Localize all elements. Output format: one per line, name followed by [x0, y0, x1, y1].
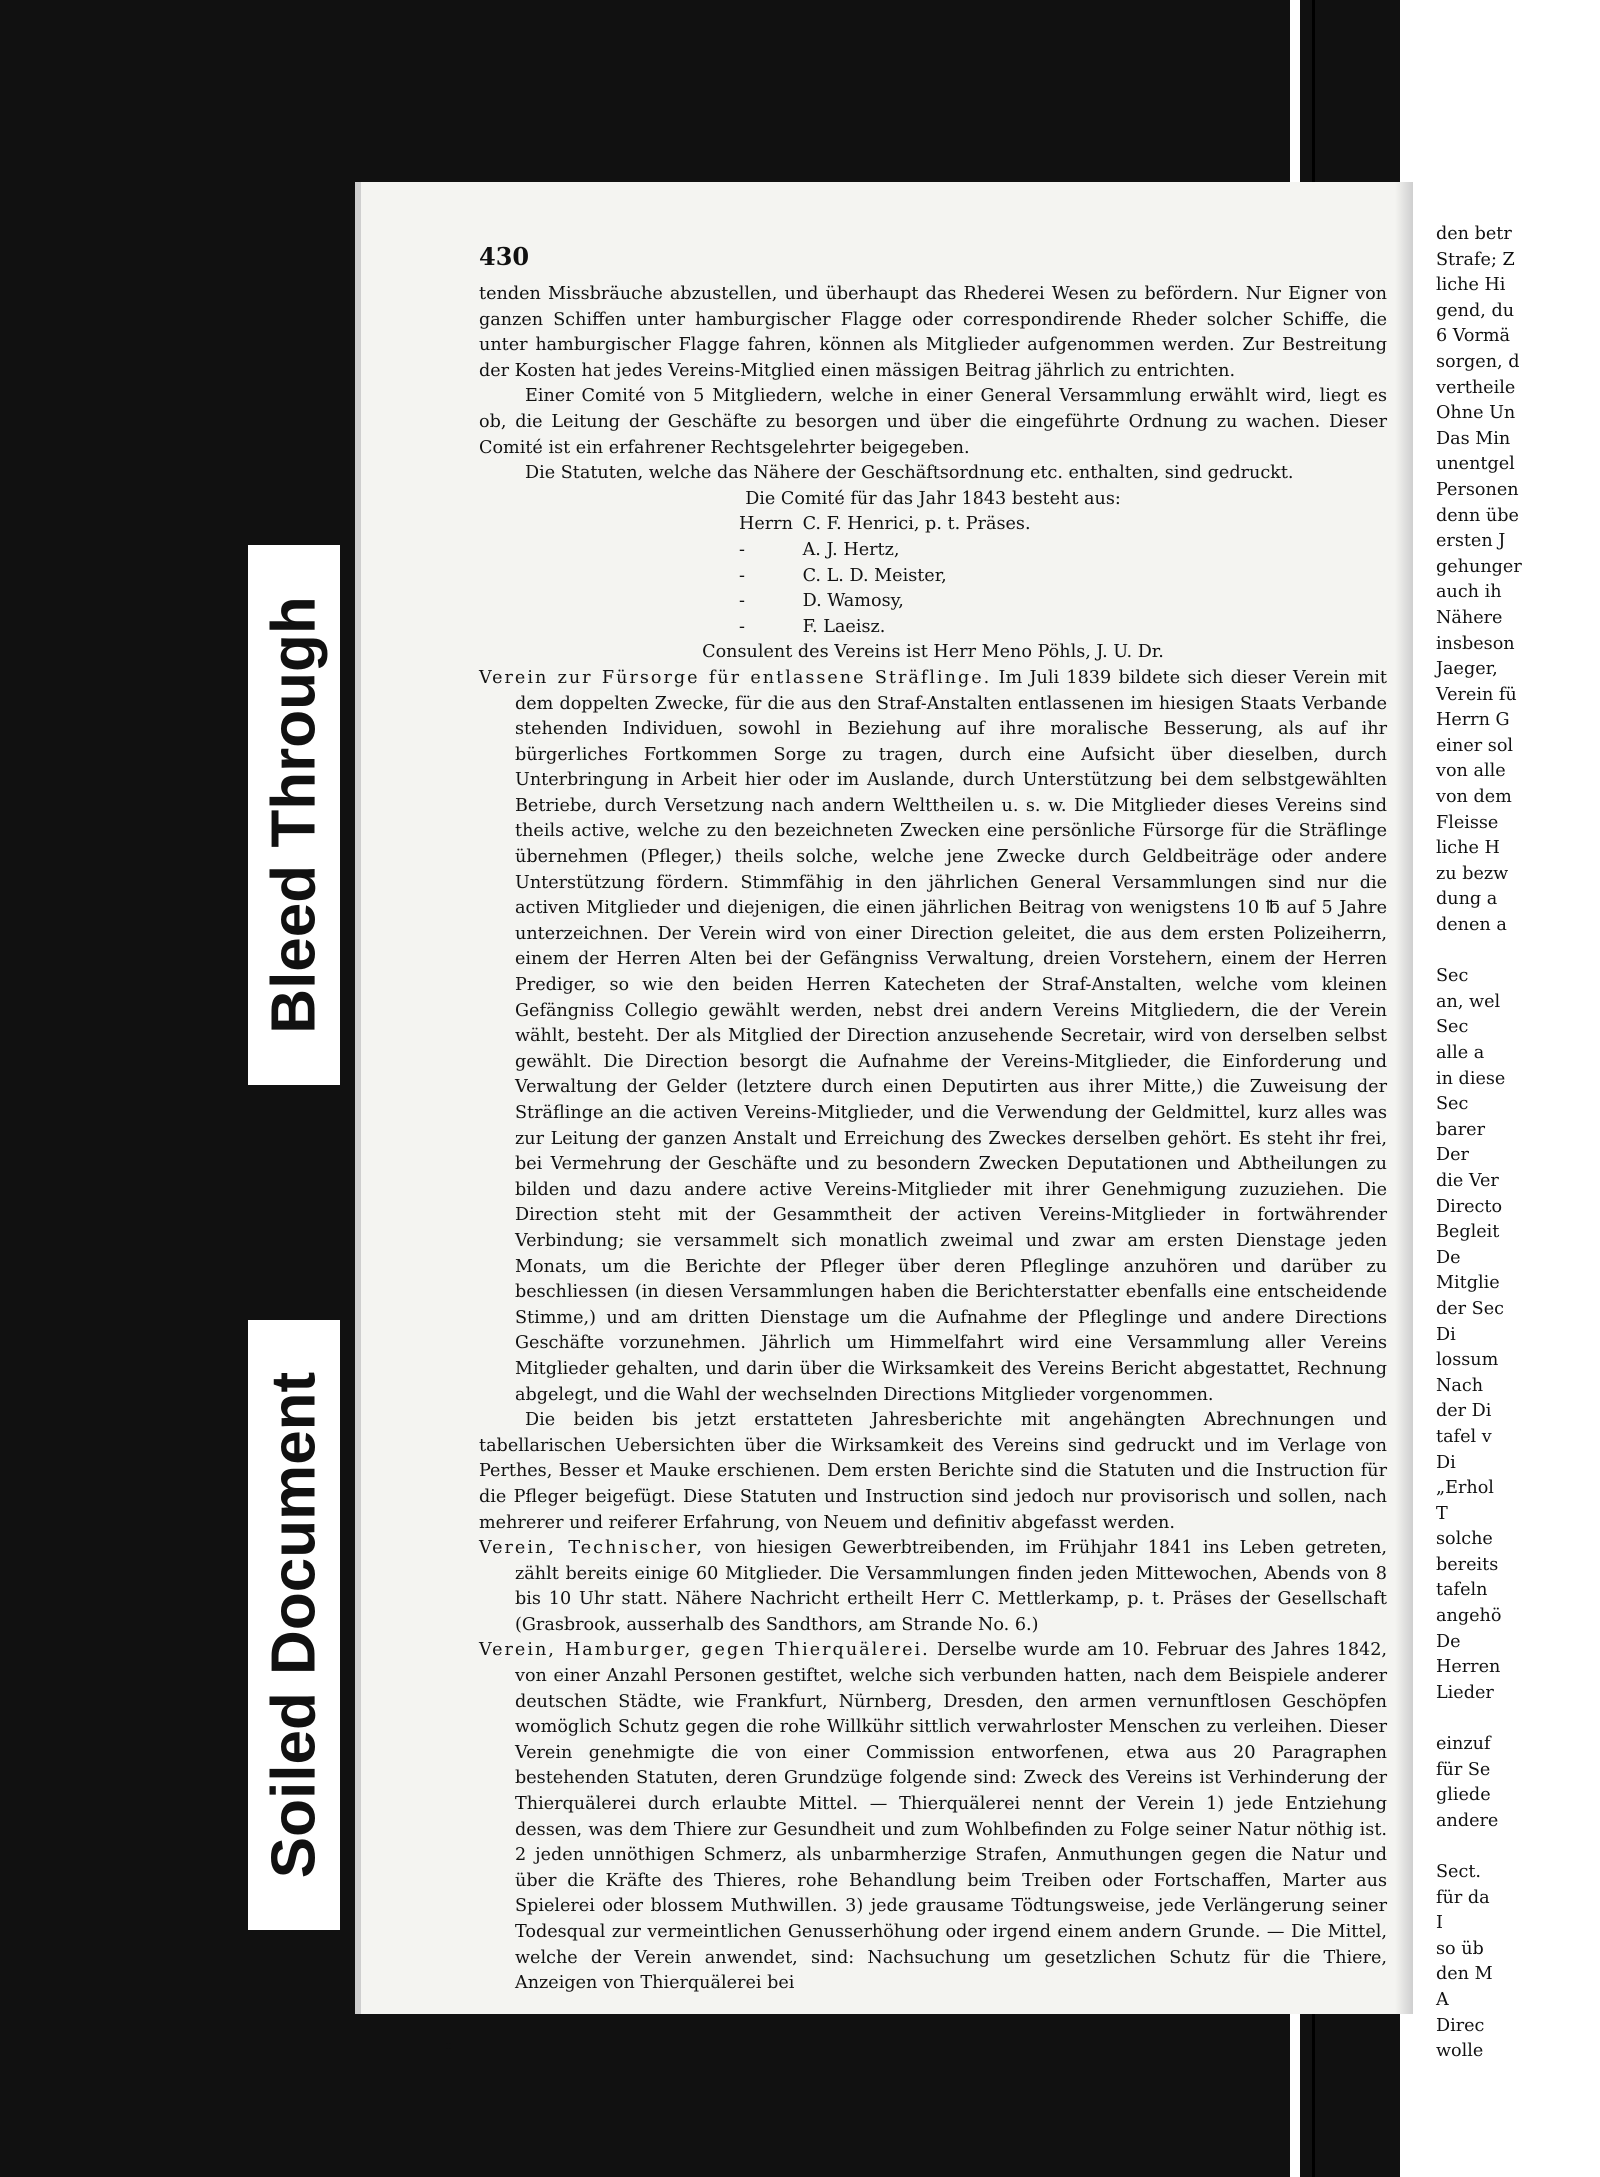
- facing-page-line: T: [1436, 1503, 1448, 1524]
- ink-dot: [446, 2043, 451, 2049]
- facing-page-line: den M: [1436, 1964, 1493, 1985]
- soiled-document-text: Soiled Document: [259, 1371, 329, 1879]
- facing-page-line: alle a: [1436, 1043, 1485, 1063]
- facing-page-line: Sec: [1436, 1017, 1469, 1038]
- soiled-document-label: [248, 1320, 340, 1930]
- member-item: [739, 615, 1387, 641]
- facing-page-line: angehö: [1436, 1606, 1502, 1627]
- facing-page-line: Strafe; Z: [1436, 249, 1515, 270]
- member-item: [739, 538, 1387, 564]
- entry-head: Verein, Technischer,: [479, 1538, 704, 1559]
- facing-page-line: Di: [1436, 1324, 1456, 1345]
- facing-page-line: unentgel: [1436, 454, 1515, 475]
- facing-page-line: den betr: [1436, 224, 1512, 244]
- facing-page-line: [1436, 1706, 1600, 1732]
- facing-page-line: einer sol: [1436, 735, 1514, 756]
- facing-page-line: sorgen, d: [1436, 351, 1520, 372]
- entry-head: Verein zur Fürsorge für entlassene Sträflinge.: [479, 667, 992, 688]
- facing-page-line: für da: [1436, 1887, 1490, 1908]
- facing-page-line: Ohne Un: [1436, 403, 1516, 424]
- facing-page-line: gehunger: [1436, 556, 1522, 577]
- facing-page-line: für Se: [1436, 1759, 1491, 1780]
- gutter-shade: [1395, 182, 1413, 2014]
- facing-page-line: Nähere: [1436, 607, 1503, 628]
- facing-page-line: Sec: [1436, 1094, 1469, 1115]
- consulent-line: Consulent des Vereins ist Herr Meno Pöhls, J. U. Dr.: [702, 642, 1164, 663]
- member-item: [739, 512, 1387, 538]
- member-prefix: -: [739, 591, 745, 612]
- facing-page-line: Di: [1436, 1452, 1456, 1473]
- facing-page-line: „Erhol: [1436, 1478, 1494, 1499]
- paragraph-rhederei: tenden Missbräuche abzustellen, und überhaupt das Rhederei Wesen zu befördern. Nur Eigner von ganzen Schiffen unter hamburgischer Flagge oder correspondirende Rheder solcher Schiffe, die unter hamburgischer Flagge fahren, können als Mitglieder aufgenommen werden. Zur Bestreitung der Kosten hat jedes Vereins-Mitglied einen mässigen Beitrag jährlich zu entrichten.: [479, 284, 1387, 381]
- member-prefix: -: [739, 539, 745, 560]
- facing-page-line: Herren: [1436, 1657, 1501, 1678]
- facing-page-line: der Di: [1436, 1401, 1492, 1422]
- entry-text: Derselbe wurde am 10. Februar des Jahres 1842, von einer Anzahl Personen gestiftet, welche sich verbunden hatten, nach dem Beispiele anderer deutschen Städte, wie Frankfurt, Nürnberg, Dresden, den armen vernunftlosen Geschöpfen womöglich Schutz gegen die rohe Willkühr sittlich verwahrloster Menschen zu verleihen. Dieser Verein genehmigte die von einer Commission entworfenen, etwa aus 20 Paragraphen bestehenden Statuten, deren Grundzüge folgende sind: Zweck des Vereins ist Verhinderung der Thierquälerei durch erlaubte Mittel. — Thierquälerei nennt der Verein 1) jede Entziehung dessen, was dem Thiere zur Gesundheit und zum Wohlbefinden zu Folge seiner Natur nöthig ist. 2 jeden unnöthigen Schmerz, als unbarmherzige Strafen, Anmuthungen gegen die Natur und über die Kräfte des Thieres, rohe Behandlung beim Treiben oder Fortschaffen, Marter aus Spielerei oder blossem Muthwillen. 3) jede grausame Tödtungsweise, jede Verlängerung seiner Todesqual zur vermeintlichen Genusserhöhung oder irgend einem andern Grunde. — Die Mittel, welche der Verein anwendet, sind: Nachsuchung um gesetzlichen Schutz für die Thiere, Anzeigen von Thierquälerei bei: [515, 1640, 1387, 1994]
- member-name: D. Wamosy,: [802, 591, 904, 612]
- facing-page-line: solche: [1436, 1529, 1493, 1550]
- entry-text: von hiesigen Gewerbtreibenden, im Frühjahr 1841 ins Leben getreten, zählt bereits einige 60 Mitglieder. Die Versammlungen finden jeden Mittewochen, Abends von 8 bis 10 Uhr statt. Nähere Nachricht ertheilt Herr C. Mettlerkamp, p. t. Präses der Gesellschaft (Grasbrook, ausserhalb des Sandthors, am Strande No. 6.): [515, 1538, 1387, 1635]
- facing-page-line: tafeln: [1436, 1580, 1488, 1601]
- paragraph-comite: Einer Comité von 5 Mitgliedern, welche in einer General Versammlung erwählt wird, liegt es ob, die Leitung der Geschäfte zu besorgen und über die eingeführte Ordnung zu wachen. Dieser Comité ist ein erfahrener Rechtsgelehrter beigegeben.: [479, 386, 1387, 458]
- facing-page-line: wolle: [1436, 2041, 1484, 2062]
- facing-page-line: liche Hi: [1436, 275, 1506, 296]
- entry-head: Verein, Hamburger, gegen Thierquälerei.: [479, 1640, 930, 1661]
- bleed-through-text: Bleed Through: [259, 596, 329, 1034]
- facing-page-line: Der: [1436, 1145, 1469, 1166]
- facing-page-line: denn übe: [1436, 505, 1519, 526]
- facing-page-line: dung a: [1436, 889, 1498, 910]
- facing-page-line: von alle: [1436, 761, 1506, 782]
- facing-page-line: Lieder: [1436, 1682, 1494, 1703]
- facing-page-line: Direc: [1436, 2015, 1485, 2036]
- facing-page-fragment: [1436, 222, 1600, 2062]
- facing-page-line: vertheile: [1436, 377, 1516, 398]
- entry-thierquälerei: [479, 1638, 1387, 1996]
- member-name: C. L. D. Meister,: [802, 565, 947, 586]
- paragraph-statuten: Die Statuten, welche das Nähere der Geschäftsordnung etc. enthalten, sind gedruckt.: [525, 463, 1294, 484]
- member-prefix: -: [739, 616, 745, 637]
- facing-page-line: lossum: [1436, 1350, 1499, 1371]
- facing-page-line: ersten J: [1436, 531, 1506, 552]
- paragraph-comite-1843: Die Comité für das Jahr 1843 besteht aus:: [745, 488, 1121, 509]
- facing-page-line: Directo: [1436, 1196, 1503, 1217]
- member-list: [739, 512, 1387, 640]
- entry-sträflinge: [479, 666, 1387, 1408]
- facing-page-line: einzuf: [1436, 1734, 1491, 1755]
- facing-page-line: denen a: [1436, 915, 1507, 936]
- scanned-page: [355, 182, 1413, 2014]
- bleed-through-label: [248, 545, 340, 1085]
- member-name: C. F. Henrici, p. t. Präses.: [802, 514, 1031, 535]
- member-prefix: -: [739, 565, 745, 586]
- member-name: F. Laeisz.: [802, 616, 886, 637]
- entry-text: Im Juli 1839 bildete sich dieser Verein mit dem doppelten Zwecke, für die aus den Straf-Anstalten entlassenen im hiesigen Staats Verbande stehenden Individuen, sowohl in Beziehung auf ihre moralische Besserung, als auf ihr bürgerliches Fortkommen Sorge zu tragen, durch eine Aufsicht über dieselben, durch Unterbringung in Arbeit hier oder im Auslande, durch Unterstützung bei dem selbstgewählten Betriebe, durch Versetzung nach andern Welttheilen u. s. w. Die Mitglieder dieses Vereins sind theils active, welche zu den bezeichneten Zwecken eine persönliche Fürsorge für die Sträflinge übernehmen (Pfleger,) theils solche, welche jene Zwecke durch Geldbeiträge oder andere Unterstützung fördern. Stimmfähig in den jährlichen General Versammlungen sind nur die activen Mitglieder und diejenigen, die einen jährlichen Beitrag von wenigstens 10 ℔ auf 5 Jahre unterzeichnen. Der Verein wird von einer Direction geleitet, die aus dem ersten Polizeiherrn, einem der Herren Alten bei der Gefängniss Verwaltung, dreien Vorstehern, einem der Herren Prediger, so wie den beiden Herren Katecheten der Straf-Anstalten, welche vom kleinen Gefängniss Collegio gewählt werden, nebst drei andern Vereins Mitgliedern, die der Verein wählt, besteht. Der als Mitglied der Direction anzusehende Secretair, wird von derselben selbst gewählt. Die Direction besorgt die Aufnahme der Vereins-Mitglieder, die Einforderung und Verwaltung der Gelder (letztere durch einen Deputirten aus ihrer Mitte,) die Zuweisung der Sträflinge an die activen Vereins-Mitglieder, und die Verwendung der Geldmittel, kurz alles was zur Leitung der ganzen Anstalt und Erreichung des Zweckes derselben gehört. Es steht ihr frei, bei Vermehrung der Geschäfte und zu besondern Zwecken Deputationen und Abtheilungen zu bilden und dazu andere active Vereins-Mitglieder mit ihrer Genehmigung zuzuziehen. Die Direction steht mit der Gesammtheit der activen Vereins-Mitglieder in fortwährender Verbindung; sie versammelt sich monatlich zweimal und zwar am ersten Dienstage jeden Monats, um die Berichte der Pfleger über deren Pfleglinge anzuhören und darüber zu beschliessen (in diesen Versammlungen haben die Berichterstatter ebenfalls eine entscheidende Stimme,) und am dritten Dienstage um die Aufnahme der Pfleglinge und andere Directions Geschäfte vorzunehmen. Jährlich um Himmelfahrt wird eine Versammlung aller Vereins Mitglieder gehalten, und darin über die Wirksamkeit des Vereins Bericht abgestattet, Rechnung abgelegt, und die Wahl der wechselnden Directions Mitglieder vorgenommen.: [515, 667, 1388, 1405]
- facing-page-line: 6 Vormä: [1436, 326, 1511, 347]
- member-item: [739, 564, 1387, 590]
- facing-page-line: Das Min: [1436, 428, 1511, 449]
- facing-page-line: liche H: [1436, 838, 1500, 859]
- facing-page-line: De: [1436, 1247, 1461, 1268]
- facing-page-line: De: [1436, 1631, 1461, 1652]
- facing-page-line: in diese: [1436, 1068, 1506, 1089]
- facing-page-line: gliede: [1436, 1785, 1491, 1806]
- facing-page-line: [1436, 939, 1600, 965]
- facing-page-line: I: [1436, 1913, 1443, 1934]
- facing-page-line: die Ver: [1436, 1170, 1499, 1191]
- facing-page-line: Sec: [1436, 966, 1469, 987]
- facing-page-line: barer: [1436, 1119, 1485, 1140]
- facing-page-line: Personen: [1436, 479, 1519, 500]
- facing-page-line: Mitglie: [1436, 1273, 1500, 1294]
- facing-page-line: Jaeger,: [1436, 659, 1498, 680]
- member-prefix: Herrn: [739, 514, 793, 535]
- facing-page-line: der Sec: [1436, 1298, 1504, 1319]
- facing-page-line: A: [1436, 1989, 1449, 2010]
- page-number: 430: [479, 242, 530, 271]
- facing-page-line: an, wel: [1436, 991, 1501, 1012]
- facing-page-line: insbeson: [1436, 633, 1515, 654]
- facing-page-line: auch ih: [1436, 582, 1502, 603]
- facing-page-line: Sect.: [1436, 1862, 1481, 1882]
- facing-page-line: zu bezw: [1436, 863, 1509, 884]
- facing-page-line: Herrn G: [1436, 710, 1510, 731]
- facing-page-line: Nach: [1436, 1375, 1484, 1396]
- page-body: [479, 282, 1387, 1997]
- facing-page-line: so üb: [1436, 1938, 1484, 1959]
- entry-technischer: [479, 1536, 1387, 1638]
- facing-page-line: gend, du: [1436, 300, 1515, 321]
- facing-page-line: von dem: [1436, 787, 1512, 808]
- member-name: A. J. Hertz,: [802, 539, 900, 560]
- member-item: [739, 589, 1387, 615]
- facing-page-line: Verein fü: [1436, 684, 1517, 705]
- entry-jahresberichte: Die beiden bis jetzt erstatteten Jahresberichte mit angehängten Abrechnungen und tabellarischen Uebersichten über die Wirksamkeit des Vereins sind gedruckt und im Verlage von Perthes, Besser et Mauke erschienen. Dem ersten Berichte sind die Statuten und die Instruction für die Pfleger beigefügt. Diese Statuten und Instruction sind jedoch nur provisorisch und sollen, nach mehrerer und reiferer Erfahrung, von Neuem und definitiv abgefasst werden.: [479, 1410, 1387, 1533]
- facing-page-line: Begleit: [1436, 1222, 1500, 1243]
- facing-page-line: Fleisse: [1436, 812, 1499, 833]
- facing-page-line: tafel v: [1436, 1426, 1492, 1447]
- facing-page-line: [1436, 1834, 1600, 1860]
- facing-page-line: andere: [1436, 1810, 1499, 1831]
- facing-page-line: bereits: [1436, 1554, 1499, 1575]
